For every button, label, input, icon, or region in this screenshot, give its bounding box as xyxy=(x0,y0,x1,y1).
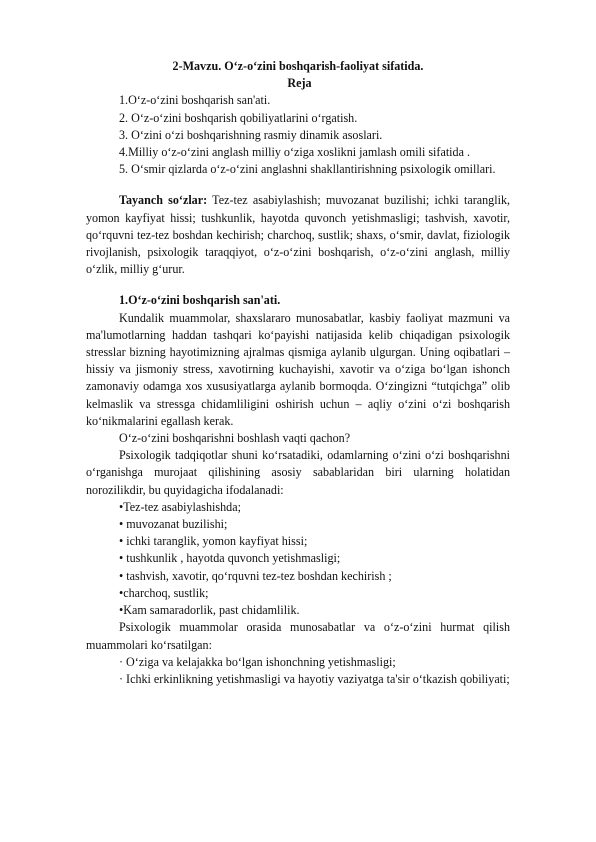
list-item: •Kam samaradorlik, past chidamlilik. xyxy=(119,603,300,618)
list-item: · Ichki erkinlikning yetishmasligi va hayotiy vaziyatga ta'sir o‘tkazish qobiliyati; xyxy=(119,671,510,686)
list-item: • tushkunlik , hayotda quvonch yetishmasligi; xyxy=(119,551,341,566)
section-paragraph-1: Kundalik muammolar, shaxslararo munosabatlar, kasbiy faoliyat mazmuni va ma'lumotlarning haddan tashqari ko‘payishi natijasida kelib chiqadigan psixologik stresslar bizning hayotimizning ajralmas qismiga aylanib ulgurgan. Uning oqibatlari – hissiy va jismoniy stress, xavotirning kuchayishi, xavotir va o‘ziga bo‘lgan ishonch zamonaviy odamga xos xususiyatlarga aylanib bormoqda. O‘zingizni “tutqichga” olib kelmaslik va stressga chidamliligini oshirish uchun – aqliy o‘zini o‘zi boshqarish ko‘nikmalarini egallash kerak. xyxy=(86,310,510,428)
list-item: •charchoq, sustlik; xyxy=(119,585,209,600)
list-item: • tashvish, xavotir, qo‘rquvni tez-tez boshdan kechirish ; xyxy=(119,568,392,583)
list-item: • ichki taranglik, yomon kayfiyat hissi; xyxy=(119,534,308,549)
list-item: •Tez-tez asabiylashishda; xyxy=(119,499,241,514)
plan-item-1: 1.O‘z-o‘zini boshqarish san'ati. xyxy=(119,93,271,108)
section-question: O‘z-o‘zini boshqarishni boshlash vaqti qachon? xyxy=(119,431,351,446)
section-paragraph-2: Psixologik tadqiqotlar shuni ko‘rsatadiki, odamlarning o‘zini o‘zi boshqarishni o‘rganishga murojaat qilishining asosiy sabablaridan biri ularning holatidan norozilikdir, bu quyidagicha ifodalanadi: xyxy=(86,448,510,497)
plan-heading: Reja xyxy=(287,76,312,91)
page-title: 2-Mavzu. O‘z-o‘zini boshqarish-faoliyat sifatida. xyxy=(172,59,424,73)
plan-item-2: 2. O‘z-o‘zini boshqarish qobiliyatlarini o‘rgatish. xyxy=(119,110,358,125)
plan-item-4: 4.Milliy o‘z-o‘zini anglash milliy o‘ziga xoslikni jamlash omili sifatida . xyxy=(119,145,470,160)
plan-item-3: 3. O‘zini o‘zi boshqarishning rasmiy dinamik asoslari. xyxy=(119,127,383,142)
spacer xyxy=(86,278,510,292)
list-item: · O‘ziga va kelajakka bo‘lgan ishonchning yetishmasligi; xyxy=(119,654,396,669)
section-paragraph-3: Psixologik muammolar orasida munosabatlar va o‘z-o‘zini hurmat qilish muammolari ko‘rsatilgan: xyxy=(86,620,510,652)
keywords-paragraph xyxy=(86,192,510,278)
keywords-text: Tez-tez asabiylashish; muvozanat buzilishi; ichki taranglik, yomon kayfiyat hissi; tushkunlik, hayotda quvonch yetishmasligi; tashvish, xavotir, qo‘rquvni tez-tez boshdan kechirish; charchoq, sustlik; shaxs, o‘smir, davlat, fiziologik rivojlanish, psixologik taraqqiyot, o‘z-o‘zini boshqarish, o‘z-o‘zini anglash, milliy o‘zlik, milliy g‘urur. xyxy=(86,193,511,277)
section-heading xyxy=(86,292,510,309)
spacer xyxy=(86,178,510,192)
list-item: • muvozanat buzilishi; xyxy=(119,517,228,532)
page-content xyxy=(86,58,510,688)
plan-item-5: 5. O‘smir qizlarda o‘z-o‘zini anglashni shakllantirishning psixologik omillari. xyxy=(119,162,496,177)
keywords-label: Tayanch so‘zlar: xyxy=(119,193,208,208)
section-heading-text: 1.O‘z-o‘zini boshqarish san'ati. xyxy=(119,293,281,308)
